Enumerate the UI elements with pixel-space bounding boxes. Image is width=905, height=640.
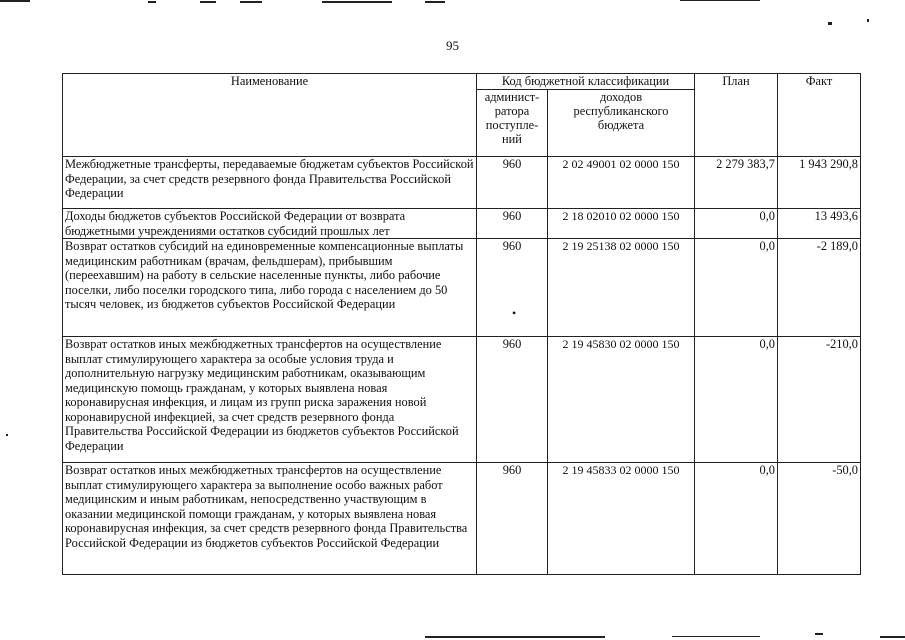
scan-mark (6, 434, 8, 436)
header-income-line: доходов (599, 90, 643, 104)
row-code: 2 19 45833 02 0000 150 (548, 463, 695, 575)
scan-line (672, 636, 760, 637)
scan-line (200, 1, 216, 3)
row-fact: 1 943 290,8 (778, 157, 861, 209)
header-income-line: республиканского (573, 104, 669, 118)
row-plan: 0,0 (695, 239, 778, 337)
page-number: 95 (446, 38, 459, 53)
header-code-group: Код бюджетной классификации (477, 74, 695, 90)
table-row (63, 463, 861, 575)
row-admin: 960 (477, 157, 548, 209)
row-admin: 960 (477, 463, 548, 575)
row-name: Возврат остатков иных межбюджетных трансфертов на осуществление выплат стимулирующего характера за особые условия труда и дополнительную нагрузку медицинским работникам, оказывающим медицинскую помощь гражданам, у которых выявлена новая коронавирусная инфекция, и лицам из групп риска заражения новой коронавирусной инфекцией, за счет средств резервного фонда Правительства Российской Федерации из бюджетов субъектов Российской Федерации (63, 337, 477, 463)
header-admin-line: ний (502, 132, 522, 146)
row-code: 2 19 25138 02 0000 150 (548, 239, 695, 337)
row-name: Возврат остатков субсидий на единовременные компенсационные выплаты медицинским работникам (врачам, фельдшерам), прибывшим (переехавшим) на работу в сельские населенные пункты, либо рабочие поселки, либо поселки городского типа, либо города с населением до 50 тысяч человек, из бюджетов субъектов Российской Федерации (63, 239, 477, 337)
table-row (63, 157, 861, 209)
row-name: Доходы бюджетов субъектов Российской Федерации от возврата бюджетными учреждениями остатков субсидий прошлых лет (63, 209, 477, 239)
table-row (63, 337, 861, 463)
header-fact: Факт (778, 74, 861, 157)
header-admin (477, 90, 548, 157)
header-name: Наименование (63, 74, 477, 157)
header-admin-line: админист- (484, 90, 540, 104)
row-admin: 960 (477, 209, 548, 239)
budget-table (62, 73, 861, 575)
scan-line (680, 0, 760, 1)
row-code: 2 19 45830 02 0000 150 (548, 337, 695, 463)
scan-mark (867, 19, 869, 22)
row-code: 2 18 02010 02 0000 150 (548, 209, 695, 239)
scan-line (815, 633, 823, 635)
scan-dot: • (512, 306, 517, 320)
row-plan: 0,0 (695, 463, 778, 575)
scan-line (240, 1, 262, 3)
scan-line (322, 1, 392, 3)
row-name: Межбюджетные трансферты, передаваемые бюджетам субъектов Российской Федерации, за счет средств резервного фонда Правительства Российской Федерации (63, 157, 477, 209)
row-fact: -50,0 (778, 463, 861, 575)
header-admin-line: поступле- (485, 118, 539, 132)
header-income (548, 90, 695, 157)
scan-line (425, 1, 445, 3)
table-row (63, 239, 861, 337)
row-fact: -210,0 (778, 337, 861, 463)
header-plan: План (695, 74, 778, 157)
row-name: Возврат остатков иных межбюджетных трансфертов на осуществление выплат стимулирующего характера за выполнение особо важных работ медицинским и иным работникам, непосредственно участвующим в оказании медицинской помощи гражданам, у которых выявлена новая коронавирусная инфекция, за счет средств резервного фонда Правительства Российской Федерации из бюджетов субъектов Российской Федерации (63, 463, 477, 575)
row-plan: 0,0 (695, 337, 778, 463)
scan-mark (828, 22, 832, 25)
row-plan: 2 279 383,7 (695, 157, 778, 209)
header-admin-line: ратора (494, 104, 530, 118)
row-fact: -2 189,0 (778, 239, 861, 337)
row-code: 2 02 49001 02 0000 150 (548, 157, 695, 209)
scan-line (0, 0, 30, 2)
row-fact: 13 493,6 (778, 209, 861, 239)
row-plan: 0,0 (695, 209, 778, 239)
header-income-line: бюджета (597, 118, 645, 132)
row-admin: 960 (477, 337, 548, 463)
scan-line (425, 636, 605, 638)
table-row (63, 209, 861, 239)
scan-line (880, 636, 905, 638)
row-admin: 960 (477, 239, 548, 337)
scan-line (148, 1, 156, 3)
